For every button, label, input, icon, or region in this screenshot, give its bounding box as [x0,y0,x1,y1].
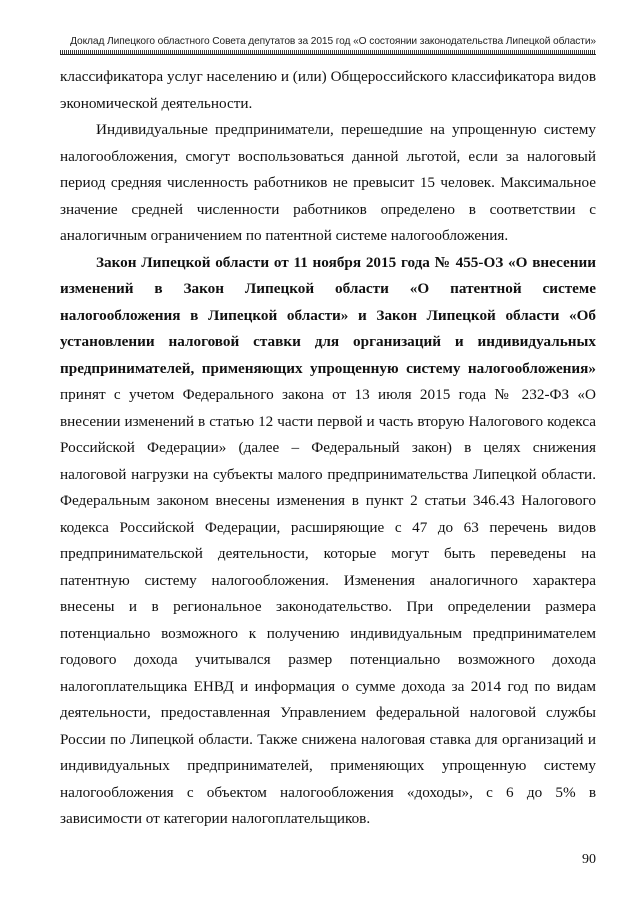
paragraph-entrepreneurs: Индивидуальные предприниматели, перешедшие на упрощенную систему налогообложения, смогут воспользоваться данной льготой, если за налоговый период средняя численность работников не превысит 15 человек. Максимальное значение средней численности работников определено в соответствии с аналогичным ограничением по патентной системе налогообложения. [60,121,596,244]
page-number: 90 [582,852,596,867]
running-header: Доклад Липецкого областного Совета депутатов за 2015 год «О состоянии законодательства Липецкой области» [70,36,596,47]
paragraph-continuation: классификатора услуг населению и (или) Общероссийского классификатора видов экономической деятельности. [60,68,596,112]
paragraph-law-455 [60,250,596,833]
law-title: Закон Липецкой области от 11 ноября 2015 года № 455-ОЗ «О внесении изменений в Закон Липецкой области «О патентной системе налогообложения в Липецкой области» и Закон Липецкой области «Об установлении налоговой ставки для организаций и индивидуальных предпринимателей, применяющих упрощенную систему налогообложения» [60,253,596,377]
document-body [60,64,596,833]
law-description: принят с учетом Федерального закона от 13 июля 2015 года № 232-ФЗ «О внесении изменений в статью 12 части первой и часть вторую Налогового кодекса Российской Федерации» (далее – Федеральный закон) в целях снижения налоговой нагрузки на субъекты малого предпринимательства Липецкой области. Федеральным законом внесены изменения в пункт 2 статьи 346.43 Налогового кодекса Российской Федерации, расширяющие с 47 до 63 перечень видов предпринимательской деятельности, которые могут быть переведены на патентную систему налогообложения. Изменения аналогичного характера внесены и в региональное законодательство. При определении размера потенциально возможного к получению индивидуальным предпринимателем годового дохода учитывался размер потенциально возможного дохода налогоплательщика ЕНВД и информация о сумме дохода за 2014 год по видам деятельности, предоставленная Управлением федеральной налоговой службы России по Липецкой области. Также снижена налоговая ставка для организаций и индивидуальных предпринимателей, применяющих упрощенную систему налогообложения с объектом налогообложения «доходы», с 6 до 5% в зависимости от категории налогоплательщиков. [60,386,596,827]
header-divider [60,50,596,55]
